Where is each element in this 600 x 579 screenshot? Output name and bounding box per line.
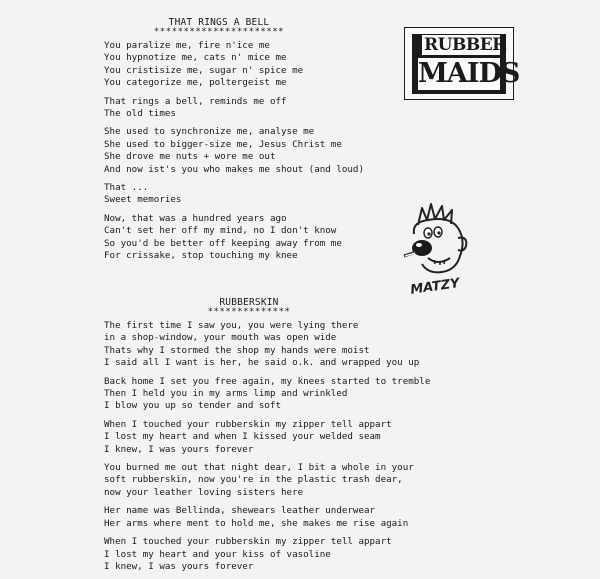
lyric-line: You categorize me, poltergeist me <box>104 77 287 89</box>
stanza <box>104 126 404 176</box>
stanza <box>104 213 404 263</box>
lyric-line: That rings a bell, reminds me off <box>104 95 287 107</box>
lyric-line: Sweet memories <box>104 194 182 206</box>
lyric-line: You paralize me, fire n'ice me <box>104 40 270 51</box>
lyric-line: That ... <box>104 182 149 194</box>
lyric-line: The old times <box>104 108 176 120</box>
cartoon-illustration <box>398 200 488 295</box>
stanzas <box>104 40 404 263</box>
stanzas <box>104 320 464 573</box>
lyric-line: I blow you up so tender and soft <box>104 400 282 412</box>
lyric-line: Her arms where ment to hold me, she makes me rise again <box>104 517 409 529</box>
song-that-rings-a-bell <box>104 18 404 269</box>
stanza <box>104 96 404 121</box>
lyric-line: When I touched your rubberskin my zipper tell appart <box>104 418 392 430</box>
lyric-line: I knew, I was yours forever <box>104 560 254 572</box>
lyric-line: I lost my heart and your kiss of vasoline <box>104 548 331 560</box>
lyric-line: When I touched your rubberskin my zipper tell appart <box>104 536 392 548</box>
logo-word-maids: MAIDS <box>418 58 520 89</box>
lyric-line: Back home I set you free again, my knees started to tremble <box>104 375 431 387</box>
lyric-line: You burned me out that night dear, I bit a whole in your <box>104 462 414 474</box>
logo-panel <box>412 34 520 94</box>
lyric-line: I said all I want is her, he said o.k. and wrapped you up <box>104 357 420 369</box>
band-logo <box>404 27 520 100</box>
lyric-line: Then I held you in my arms limp and wrinkled <box>104 388 348 400</box>
song-title: THAT RINGS A BELL <box>168 17 270 28</box>
stanza <box>104 320 464 370</box>
stanza <box>104 462 464 499</box>
lyric-line: She used to synchronize me, analyse me <box>104 126 315 138</box>
artist-signature: MATZY <box>409 276 461 295</box>
song-title: RUBBERSKIN <box>219 297 279 308</box>
stanza <box>104 419 464 456</box>
lyric-line: You hypnotize me, cats n' mice me <box>104 52 287 64</box>
stanza <box>104 505 464 530</box>
stanza <box>104 182 404 207</box>
stanza <box>104 376 464 413</box>
lyric-line: She drove me nuts + wore me out <box>104 151 276 163</box>
lyric-line: in a shop-window, your mouth was open wide <box>104 332 337 344</box>
lyric-line: soft rubberskin, now you're in the plastic trash dear, <box>104 474 403 486</box>
lyric-line: Her name was Bellinda, shewears leather underwear <box>104 505 376 517</box>
matzy-cartoon-face <box>398 200 488 299</box>
lyric-line: For crissake, stop touching my knee <box>104 250 298 262</box>
lyric-line: Thats why I stormed the shop my hands were moist <box>104 344 370 356</box>
lyric-line: You cristisize me, sugar n' spice me <box>104 64 304 76</box>
lyric-line: She used to bigger-size me, Jesus Christ me <box>104 138 342 150</box>
lyric-line: Can't set her off my mind, no I don't know <box>104 225 337 237</box>
lyric-line: The first time I saw you, you were lying there <box>104 320 359 331</box>
lyric-line: So you'd be better off keeping away from me <box>104 237 342 249</box>
title-underline: ************** <box>207 307 291 317</box>
lyric-line: I lost my heart and when I kissed your welded seam <box>104 431 381 443</box>
stanza <box>104 40 404 90</box>
lyric-line: Now, that was a hundred years ago <box>104 212 287 224</box>
lyric-line: And now ist's you who makes me shout (and loud) <box>104 163 364 175</box>
stanza <box>104 536 464 573</box>
lyric-line: now your leather loving sisters here <box>104 486 304 498</box>
logo-word-rubber: RUBBER <box>424 35 506 55</box>
lyric-line: I knew, I was yours forever <box>104 443 254 455</box>
song-rubberskin <box>104 298 464 579</box>
title-underline: ********************** <box>153 27 285 37</box>
